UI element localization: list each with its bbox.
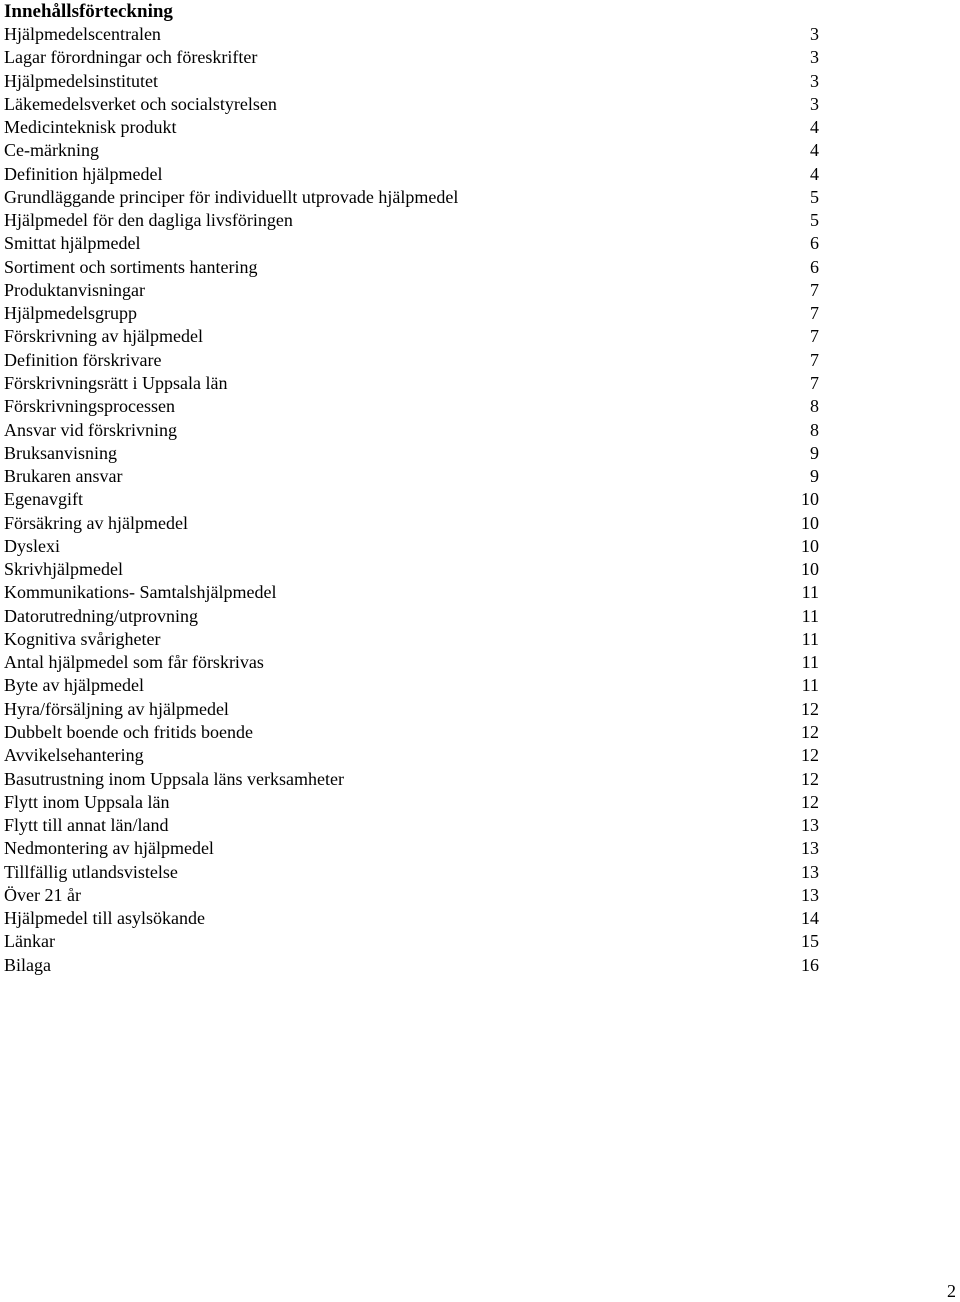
toc-entry-page: 6 xyxy=(810,256,819,277)
toc-entry-page: 12 xyxy=(801,721,819,742)
toc-entry-page: 8 xyxy=(810,419,819,440)
toc-entry xyxy=(4,372,819,395)
toc-entry-label: Hyra/försäljning av hjälpmedel xyxy=(4,698,229,719)
toc-entry-label: Flytt inom Uppsala län xyxy=(4,791,170,812)
toc-entry-page: 11 xyxy=(801,675,819,696)
toc-entry xyxy=(4,791,819,814)
toc-entry-page: 7 xyxy=(810,372,819,393)
toc-entry xyxy=(4,116,819,139)
toc-entry-page: 13 xyxy=(801,884,819,905)
toc-entry-label: Medicinteknisk produkt xyxy=(4,117,177,138)
toc-entry-label: Antal hjälpmedel som får förskrivas xyxy=(4,652,264,673)
toc-entry xyxy=(4,488,819,511)
toc-entry-page: 8 xyxy=(810,396,819,417)
toc-entry xyxy=(4,930,819,953)
toc-entry xyxy=(4,768,819,791)
toc-entry xyxy=(4,744,819,767)
toc-entry-label: Brukaren ansvar xyxy=(4,466,123,487)
toc-entry xyxy=(4,349,819,372)
toc-entry xyxy=(4,814,819,837)
page-number: 2 xyxy=(947,1281,956,1301)
toc-entry-page: 3 xyxy=(810,93,819,114)
toc-entry xyxy=(4,674,819,697)
toc-entry xyxy=(4,698,819,721)
toc-entry-page: 9 xyxy=(810,466,819,487)
toc-entry xyxy=(4,256,819,279)
toc-entry xyxy=(4,628,819,651)
toc-list xyxy=(4,23,819,977)
toc-entry-label: Skrivhjälpmedel xyxy=(4,559,123,580)
toc-entry-page: 11 xyxy=(801,582,819,603)
toc-entry-label: Ansvar vid förskrivning xyxy=(4,419,177,440)
toc-entry-label: Kognitiva svårigheter xyxy=(4,628,161,649)
toc-entry-label: Försäkring av hjälpmedel xyxy=(4,512,188,533)
toc-entry xyxy=(4,512,819,535)
toc-entry xyxy=(4,325,819,348)
toc-entry-label: Sortiment och sortiments hantering xyxy=(4,256,258,277)
toc-entry-label: Tillfällig utlandsvistelse xyxy=(4,861,178,882)
toc-entry-label: Förskrivning av hjälpmedel xyxy=(4,326,203,347)
toc-entry xyxy=(4,70,819,93)
toc-entry-label: Bruksanvisning xyxy=(4,442,118,463)
toc-entry-label: Länkar xyxy=(4,931,55,952)
toc-entry-page: 5 xyxy=(810,186,819,207)
toc-entry xyxy=(4,837,819,860)
toc-entry-page: 13 xyxy=(801,838,819,859)
toc-entry xyxy=(4,605,819,628)
toc-entry-label: Grundläggande principer för individuellt utprovade hjälpmedel xyxy=(4,186,459,207)
toc-entry-label: Smittat hjälpmedel xyxy=(4,233,141,254)
toc-entry-page: 12 xyxy=(801,745,819,766)
toc-entry-label: Hjälpmedelsinstitutet xyxy=(4,70,158,91)
toc-entry-page: 12 xyxy=(801,791,819,812)
toc-entry xyxy=(4,23,819,46)
toc-entry-label: Ce-märkning xyxy=(4,140,99,161)
toc-entry xyxy=(4,232,819,255)
toc-entry-label: Förskrivningsrätt i Uppsala län xyxy=(4,372,228,393)
toc-entry-page: 6 xyxy=(810,233,819,254)
toc-entry-page: 10 xyxy=(801,512,819,533)
toc-entry-page: 4 xyxy=(810,117,819,138)
toc-entry xyxy=(4,884,819,907)
toc-entry-page: 4 xyxy=(810,140,819,161)
toc-entry xyxy=(4,186,819,209)
toc-entry xyxy=(4,302,819,325)
toc-entry-label: Hjälpmedel till asylsökande xyxy=(4,908,205,929)
toc-entry-page: 11 xyxy=(801,605,819,626)
toc-entry-label: Över 21 år xyxy=(4,884,81,905)
toc-entry-label: Förskrivningsprocessen xyxy=(4,396,175,417)
toc-entry-page: 12 xyxy=(801,698,819,719)
toc-entry-page: 9 xyxy=(810,442,819,463)
toc-entry-page: 7 xyxy=(810,279,819,300)
toc-entry-label: Hjälpmedelsgrupp xyxy=(4,303,137,324)
toc-entry xyxy=(4,651,819,674)
toc-entry-page: 13 xyxy=(801,815,819,836)
toc-entry-page: 5 xyxy=(810,210,819,231)
toc-entry-label: Definition hjälpmedel xyxy=(4,163,163,184)
toc-entry-label: Flytt till annat län/land xyxy=(4,815,169,836)
toc-entry xyxy=(4,907,819,930)
toc-entry xyxy=(4,721,819,744)
toc-entry xyxy=(4,46,819,69)
toc-entry-label: Produktanvisningar xyxy=(4,279,145,300)
toc-entry-label: Byte av hjälpmedel xyxy=(4,675,144,696)
toc-entry-page: 11 xyxy=(801,652,819,673)
toc-entry xyxy=(4,93,819,116)
toc-entry xyxy=(4,279,819,302)
toc-entry xyxy=(4,558,819,581)
toc-entry-label: Egenavgift xyxy=(4,489,83,510)
toc-entry xyxy=(4,535,819,558)
toc-entry-page: 7 xyxy=(810,326,819,347)
toc-entry xyxy=(4,581,819,604)
toc-entry-page: 12 xyxy=(801,768,819,789)
toc-entry-label: Kommunikations- Samtalshjälpmedel xyxy=(4,582,277,603)
toc-entry-page: 3 xyxy=(810,47,819,68)
toc-entry-label: Avvikelsehantering xyxy=(4,745,144,766)
toc-entry-page: 10 xyxy=(801,489,819,510)
toc-entry xyxy=(4,163,819,186)
toc-entry xyxy=(4,465,819,488)
toc-entry-label: Definition förskrivare xyxy=(4,349,162,370)
toc-entry-page: 15 xyxy=(801,931,819,952)
toc-entry xyxy=(4,419,819,442)
toc-entry-page: 7 xyxy=(810,349,819,370)
toc-entry-label: Dyslexi xyxy=(4,535,60,556)
toc-entry-label: Hjälpmedel för den dagliga livsföringen xyxy=(4,210,293,231)
toc-entry-page: 7 xyxy=(810,303,819,324)
toc-entry xyxy=(4,209,819,232)
toc-entry xyxy=(4,395,819,418)
toc-entry-page: 10 xyxy=(801,559,819,580)
toc-entry-label: Lagar förordningar och föreskrifter xyxy=(4,47,258,68)
toc-entry-page: 3 xyxy=(810,70,819,91)
toc-entry xyxy=(4,139,819,162)
toc-entry-page: 16 xyxy=(801,954,819,975)
toc-entry-page: 13 xyxy=(801,861,819,882)
toc-entry xyxy=(4,861,819,884)
toc-entry-page: 10 xyxy=(801,535,819,556)
toc-entry-label: Hjälpmedelscentralen xyxy=(4,24,161,44)
toc-entry-page: 4 xyxy=(810,163,819,184)
toc-entry-label: Basutrustning inom Uppsala läns verksamheter xyxy=(4,768,344,789)
toc-entry-label: Datorutredning/utprovning xyxy=(4,605,198,626)
toc-entry-label: Dubbelt boende och fritids boende xyxy=(4,721,253,742)
toc-entry-page: 3 xyxy=(810,24,819,44)
toc-title: Innehållsförteckning xyxy=(4,1,173,22)
toc-entry xyxy=(4,442,819,465)
toc-entry-label: Bilaga xyxy=(4,954,51,975)
toc-entry xyxy=(4,954,819,977)
toc-entry-page: 11 xyxy=(801,628,819,649)
toc-entry-label: Nedmontering av hjälpmedel xyxy=(4,838,214,859)
toc-entry-page: 14 xyxy=(801,908,819,929)
toc-entry-label: Läkemedelsverket och socialstyrelsen xyxy=(4,93,277,114)
